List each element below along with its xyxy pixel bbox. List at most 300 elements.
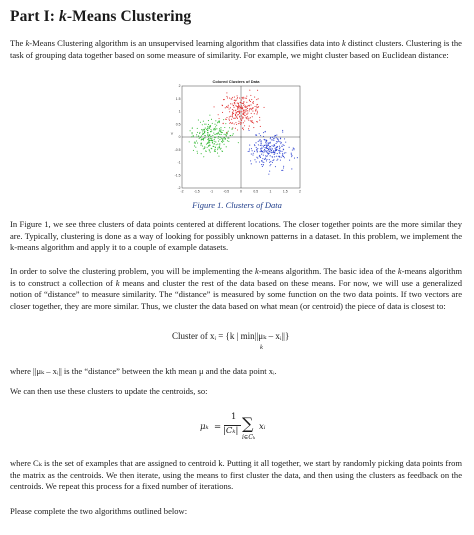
data-point-series-1 <box>236 106 237 107</box>
data-point-series-2 <box>263 132 264 133</box>
data-point-series-1 <box>258 98 259 99</box>
data-point-series-2 <box>263 146 264 147</box>
data-point-series-1 <box>249 126 250 127</box>
data-point-series-1 <box>241 122 242 123</box>
data-point-series-1 <box>232 109 233 110</box>
data-point-series-2 <box>259 133 260 134</box>
section-title <box>10 8 191 26</box>
data-point-series-2 <box>269 146 270 147</box>
data-point-series-1 <box>229 108 230 109</box>
x-tick-label: 1 <box>269 189 272 194</box>
data-point-series-1 <box>237 98 238 99</box>
data-point-series-0 <box>219 144 220 145</box>
data-point-series-2 <box>274 136 275 137</box>
data-point-series-1 <box>248 105 249 106</box>
data-point-series-2 <box>271 140 272 141</box>
data-point-series-1 <box>242 103 243 104</box>
data-point-series-0 <box>218 121 219 122</box>
data-point-series-1 <box>257 121 258 122</box>
data-point-series-0 <box>207 126 208 127</box>
data-point-series-2 <box>263 164 264 165</box>
y-tick-label: -1.5 <box>174 173 181 178</box>
paragraph-instructions: Please complete the two algorithms outlined below: <box>10 506 188 516</box>
data-point-series-0 <box>218 156 219 157</box>
data-point-series-1 <box>254 97 255 98</box>
data-point-series-2 <box>274 152 275 153</box>
data-point-series-1 <box>240 102 241 103</box>
data-point-series-0 <box>204 147 205 148</box>
data-point-series-0 <box>218 141 219 142</box>
data-point-series-2 <box>291 156 292 157</box>
data-point-series-0 <box>211 130 212 131</box>
data-point-series-1 <box>214 106 215 107</box>
data-point-series-2 <box>273 146 274 147</box>
data-point-series-1 <box>231 123 232 124</box>
data-point-series-2 <box>284 145 285 146</box>
eq2-denominator: |Cₖ| <box>223 426 239 436</box>
data-point-series-1 <box>240 118 241 119</box>
data-point-series-2 <box>249 151 250 152</box>
data-point-series-1 <box>238 106 239 107</box>
data-point-series-2 <box>268 153 269 154</box>
data-point-series-2 <box>249 145 250 146</box>
data-point-series-0 <box>194 145 195 146</box>
data-point-series-1 <box>243 103 244 104</box>
data-point-series-0 <box>220 149 221 150</box>
data-point-series-0 <box>210 138 211 139</box>
data-point-series-0 <box>197 143 198 144</box>
data-point-series-2 <box>266 140 267 141</box>
data-point-series-1 <box>251 120 252 121</box>
data-point-series-1 <box>247 118 248 119</box>
data-point-series-1 <box>237 97 238 98</box>
data-point-series-1 <box>251 99 252 100</box>
data-point-series-0 <box>208 124 209 125</box>
data-point-series-2 <box>274 156 275 157</box>
data-point-series-2 <box>266 160 267 161</box>
data-point-series-0 <box>201 135 202 136</box>
data-point-series-0 <box>207 134 208 135</box>
data-point-series-2 <box>276 149 277 150</box>
data-point-series-1 <box>222 112 223 113</box>
data-point-series-2 <box>259 140 260 141</box>
data-point-series-1 <box>244 110 245 111</box>
data-point-series-0 <box>232 135 233 136</box>
data-point-series-2 <box>267 150 268 151</box>
data-point-series-0 <box>223 119 224 120</box>
data-point-series-0 <box>210 129 211 130</box>
data-point-series-0 <box>209 135 210 136</box>
data-point-series-1 <box>234 118 235 119</box>
data-point-series-2 <box>256 135 257 136</box>
data-point-series-1 <box>241 111 242 112</box>
data-point-series-0 <box>207 147 208 148</box>
data-point-series-1 <box>231 98 232 99</box>
data-point-series-0 <box>202 145 203 146</box>
data-point-series-0 <box>227 138 228 139</box>
y-tick-label: -1 <box>177 160 181 165</box>
data-point-series-0 <box>226 135 227 136</box>
data-point-series-0 <box>222 151 223 152</box>
data-point-series-0 <box>208 145 209 146</box>
p3-text-d: means and cluster the rest of the data based on these means. For now, we will use a generalized notion of “distance” to measure similarity. The “distance” is measured by some function on the two data points. If two vectors are closer together, they are more similar. Thus, we cluster the data based on what mean (or centroid) the piece of data is closest to: <box>10 277 462 311</box>
data-point-series-0 <box>198 136 199 137</box>
data-point-series-0 <box>206 144 207 145</box>
data-point-series-2 <box>276 156 277 157</box>
data-point-series-0 <box>207 132 208 133</box>
data-point-series-2 <box>271 152 272 153</box>
paragraph-update-intro: We can then use these clusters to update the centroids, so: <box>10 386 208 396</box>
data-point-series-2 <box>269 149 270 150</box>
data-point-series-2 <box>265 150 266 151</box>
intro-k-1: k <box>25 38 30 48</box>
data-point-series-0 <box>194 142 195 143</box>
data-point-series-2 <box>285 152 286 153</box>
data-point-series-2 <box>280 138 281 139</box>
data-point-series-0 <box>196 134 197 135</box>
data-point-series-2 <box>253 153 254 154</box>
data-point-series-2 <box>254 151 255 152</box>
data-point-series-2 <box>270 148 271 149</box>
data-point-series-1 <box>251 113 252 114</box>
data-point-series-0 <box>215 151 216 152</box>
data-point-series-2 <box>259 162 260 163</box>
data-point-series-0 <box>197 151 198 152</box>
data-point-series-2 <box>269 159 270 160</box>
data-point-series-2 <box>272 145 273 146</box>
data-point-series-0 <box>189 141 190 142</box>
data-point-series-1 <box>243 97 244 98</box>
data-point-series-2 <box>252 150 253 151</box>
data-point-series-0 <box>202 124 203 125</box>
data-point-series-0 <box>213 129 214 130</box>
data-point-series-1 <box>249 90 250 91</box>
data-point-series-1 <box>244 120 245 121</box>
data-point-series-0 <box>195 147 196 148</box>
data-point-series-0 <box>221 134 222 135</box>
data-point-series-2 <box>282 155 283 156</box>
p3-text-b: -means algorithm. The basic idea of the <box>258 266 398 276</box>
data-point-series-2 <box>272 151 273 152</box>
data-point-series-2 <box>249 130 250 131</box>
data-point-series-1 <box>241 108 242 109</box>
data-point-series-2 <box>265 139 266 140</box>
scatter-chart <box>168 77 304 198</box>
data-point-series-1 <box>234 107 235 108</box>
data-point-series-0 <box>203 140 204 141</box>
data-point-series-1 <box>232 97 233 98</box>
data-point-series-2 <box>284 153 285 154</box>
data-point-series-0 <box>209 115 210 116</box>
data-point-series-1 <box>243 98 244 99</box>
data-point-series-0 <box>215 129 216 130</box>
data-point-series-2 <box>258 141 259 142</box>
data-point-series-2 <box>266 141 267 142</box>
data-point-series-1 <box>250 120 251 121</box>
data-point-series-2 <box>275 148 276 149</box>
data-point-series-2 <box>273 159 274 160</box>
data-point-series-1 <box>243 110 244 111</box>
data-point-series-2 <box>272 137 273 138</box>
data-point-series-2 <box>297 157 298 158</box>
data-point-series-0 <box>212 142 213 143</box>
data-point-series-0 <box>219 122 220 123</box>
p3-k-2: k <box>397 266 402 276</box>
data-point-series-1 <box>236 100 237 101</box>
chart-title: Colored Clusters of Data <box>212 79 260 84</box>
data-point-series-0 <box>217 144 218 145</box>
data-point-series-1 <box>234 97 235 98</box>
data-point-series-2 <box>276 137 277 138</box>
data-point-series-1 <box>231 119 232 120</box>
data-point-series-2 <box>294 158 295 159</box>
data-point-series-2 <box>264 139 265 140</box>
data-point-series-1 <box>236 124 237 125</box>
data-point-series-0 <box>209 142 210 143</box>
data-point-series-2 <box>261 151 262 152</box>
data-point-series-0 <box>222 132 223 133</box>
data-point-series-0 <box>198 119 199 120</box>
data-point-series-1 <box>229 98 230 99</box>
data-point-series-2 <box>280 160 281 161</box>
data-point-series-0 <box>220 129 221 130</box>
data-point-series-1 <box>237 111 238 112</box>
data-point-series-2 <box>291 155 292 156</box>
data-point-series-0 <box>205 124 206 125</box>
data-point-series-0 <box>214 128 215 129</box>
y-tick-label: -2 <box>177 186 181 191</box>
data-point-series-2 <box>280 143 281 144</box>
data-point-series-2 <box>281 146 282 147</box>
data-point-series-2 <box>251 153 252 154</box>
data-point-series-1 <box>249 99 250 100</box>
data-point-series-1 <box>239 123 240 124</box>
eq2-sum-symbol: ∑ <box>242 414 254 433</box>
data-point-series-1 <box>225 107 226 108</box>
data-point-series-0 <box>216 125 217 126</box>
eq2-lhs: μₖ <box>200 422 209 432</box>
data-point-series-0 <box>212 123 213 124</box>
x-tick-label: -1.5 <box>193 189 200 194</box>
data-point-series-1 <box>243 104 244 105</box>
data-point-series-0 <box>193 136 194 137</box>
data-point-series-2 <box>293 148 294 149</box>
data-point-series-0 <box>217 133 218 134</box>
data-point-series-1 <box>259 120 260 121</box>
data-point-series-2 <box>264 159 265 160</box>
data-point-series-0 <box>225 134 226 135</box>
data-point-series-0 <box>204 148 205 149</box>
data-point-series-0 <box>209 149 210 150</box>
data-point-series-2 <box>282 132 283 133</box>
data-point-series-1 <box>237 129 238 130</box>
data-point-series-2 <box>270 155 271 156</box>
data-point-series-0 <box>211 140 212 141</box>
data-point-series-2 <box>283 166 284 167</box>
data-point-series-1 <box>237 114 238 115</box>
data-point-series-0 <box>232 129 233 130</box>
data-point-series-1 <box>232 116 233 117</box>
data-point-series-0 <box>208 120 209 121</box>
data-point-series-0 <box>201 153 202 154</box>
data-point-series-1 <box>243 101 244 102</box>
data-point-series-1 <box>234 123 235 124</box>
data-point-series-1 <box>244 112 245 113</box>
data-point-series-0 <box>221 141 222 142</box>
data-point-series-1 <box>252 111 253 112</box>
data-point-series-1 <box>237 107 238 108</box>
data-point-series-2 <box>276 160 277 161</box>
data-point-series-1 <box>238 114 239 115</box>
data-point-series-0 <box>216 128 217 129</box>
data-point-series-1 <box>230 122 231 123</box>
x-tick-label: -2 <box>180 189 184 194</box>
data-point-series-1 <box>250 117 251 118</box>
data-point-series-2 <box>269 151 270 152</box>
data-point-series-2 <box>259 156 260 157</box>
data-point-series-1 <box>223 123 224 124</box>
data-point-series-2 <box>270 137 271 138</box>
data-point-series-2 <box>272 160 273 161</box>
data-point-series-2 <box>260 151 261 152</box>
data-point-series-0 <box>197 132 198 133</box>
data-point-series-2 <box>266 143 267 144</box>
data-point-series-2 <box>252 154 253 155</box>
data-point-series-1 <box>232 127 233 128</box>
data-point-series-1 <box>260 126 261 127</box>
data-point-series-1 <box>251 109 252 110</box>
data-point-series-1 <box>242 118 243 119</box>
data-point-series-1 <box>257 112 258 113</box>
data-point-series-0 <box>217 147 218 148</box>
data-point-series-0 <box>203 121 204 122</box>
data-point-series-1 <box>246 96 247 97</box>
data-point-series-1 <box>232 103 233 104</box>
data-point-series-2 <box>265 155 266 156</box>
data-point-series-1 <box>233 118 234 119</box>
data-point-series-0 <box>202 130 203 131</box>
data-point-series-0 <box>215 126 216 127</box>
data-point-series-2 <box>260 135 261 136</box>
data-point-series-1 <box>242 113 243 114</box>
data-point-series-1 <box>243 129 244 130</box>
data-point-series-1 <box>241 115 242 116</box>
data-point-series-0 <box>228 137 229 138</box>
data-point-series-0 <box>207 143 208 144</box>
data-point-series-1 <box>244 112 245 113</box>
data-point-series-1 <box>248 118 249 119</box>
y-tick-label: 1.5 <box>175 96 181 101</box>
data-point-series-1 <box>245 111 246 112</box>
data-point-series-0 <box>200 122 201 123</box>
data-point-series-0 <box>225 139 226 140</box>
data-point-series-0 <box>219 128 220 129</box>
data-point-series-1 <box>226 92 227 93</box>
data-point-series-0 <box>217 149 218 150</box>
data-point-series-0 <box>219 134 220 135</box>
data-point-series-1 <box>238 121 239 122</box>
data-point-series-0 <box>204 132 205 133</box>
data-point-series-0 <box>192 133 193 134</box>
data-point-series-2 <box>282 170 283 171</box>
data-point-series-2 <box>264 147 265 148</box>
data-point-series-0 <box>226 146 227 147</box>
cluster-assignment-equation: Cluster of xᵢ = {k | min||μₖ – xᵢ||} <box>172 331 290 341</box>
data-point-series-1 <box>240 122 241 123</box>
data-point-series-1 <box>255 110 256 111</box>
data-point-series-0 <box>209 150 210 151</box>
data-point-series-0 <box>214 130 215 131</box>
data-point-series-0 <box>225 123 226 124</box>
data-point-series-0 <box>215 120 216 121</box>
data-point-series-1 <box>253 101 254 102</box>
data-point-series-1 <box>240 124 241 125</box>
data-point-series-2 <box>265 131 266 132</box>
data-point-series-0 <box>223 141 224 142</box>
data-point-series-0 <box>202 131 203 132</box>
data-point-series-2 <box>257 158 258 159</box>
data-point-series-1 <box>237 95 238 96</box>
data-point-series-0 <box>224 127 225 128</box>
data-point-series-1 <box>250 104 251 105</box>
data-point-series-2 <box>271 150 272 151</box>
x-tick-label: 1.5 <box>282 189 288 194</box>
data-point-series-2 <box>279 153 280 154</box>
data-point-series-2 <box>266 151 267 152</box>
data-point-series-0 <box>218 133 219 134</box>
data-point-series-1 <box>235 128 236 129</box>
data-point-series-0 <box>193 150 194 151</box>
data-point-series-0 <box>230 135 231 136</box>
data-point-series-1 <box>241 120 242 121</box>
intro-k-2: k <box>342 38 346 48</box>
paragraph-distance-definition: where ||μₖ – xᵢ|| is the “distance” between the kth mean μ and the data point xᵢ. <box>10 366 277 376</box>
data-point-series-0 <box>214 124 215 125</box>
data-point-series-1 <box>239 98 240 99</box>
data-point-series-1 <box>229 120 230 121</box>
data-point-series-1 <box>246 109 247 110</box>
data-point-series-2 <box>283 156 284 157</box>
data-point-series-1 <box>229 116 230 117</box>
data-point-series-0 <box>205 150 206 151</box>
data-point-series-0 <box>205 128 206 129</box>
data-point-series-2 <box>261 145 262 146</box>
data-point-series-0 <box>222 140 223 141</box>
data-point-series-2 <box>280 151 281 152</box>
data-point-series-2 <box>265 158 266 159</box>
data-point-series-1 <box>238 123 239 124</box>
data-point-series-2 <box>262 152 263 153</box>
data-point-series-0 <box>203 138 204 139</box>
data-point-series-0 <box>215 147 216 148</box>
data-point-series-1 <box>233 111 234 112</box>
data-point-series-1 <box>230 116 231 117</box>
data-point-series-0 <box>229 127 230 128</box>
data-point-series-2 <box>256 161 257 162</box>
data-point-series-1 <box>240 107 241 108</box>
data-point-series-0 <box>228 131 229 132</box>
data-point-series-1 <box>228 119 229 120</box>
data-point-series-0 <box>220 127 221 128</box>
data-point-series-1 <box>235 122 236 123</box>
p3-k-3: k <box>115 277 120 288</box>
data-point-series-2 <box>260 148 261 149</box>
data-point-series-2 <box>255 142 256 143</box>
data-point-series-1 <box>238 108 239 109</box>
data-point-series-0 <box>203 156 204 157</box>
data-point-series-2 <box>264 150 265 151</box>
data-point-series-1 <box>224 99 225 100</box>
